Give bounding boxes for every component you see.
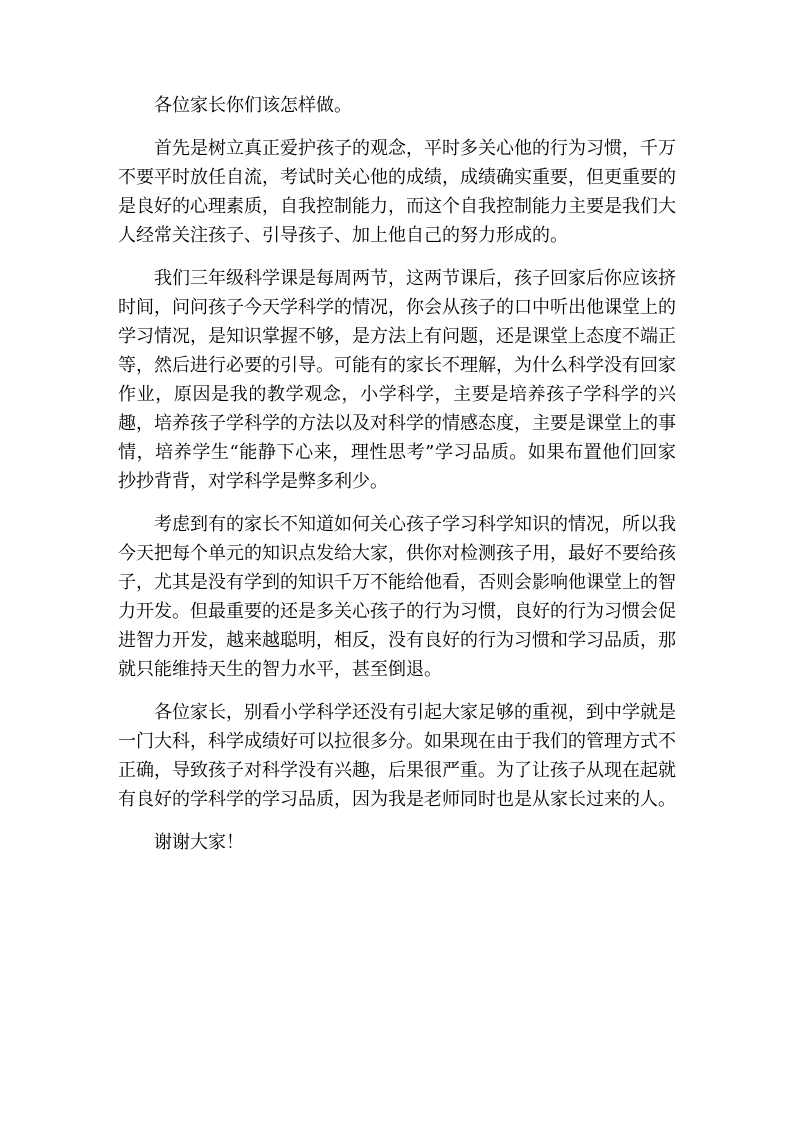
document-body xyxy=(118,91,676,871)
paragraph-importance: 各位家长，别看小学科学还没有引起大家足够的重视，到中学就是一门大科，科学成绩好可以拉很多分。如果现在由于我们的管理方式不正确，导致孩子对科学没有兴趣，后果很严重。为了让孩子从现在起就有良好的学科学的学习品质，因为我是老师同时也是从家长过来的人。 xyxy=(118,702,676,810)
paragraph-attitude: 首先是树立真正爱护孩子的观念，平时多关心他的行为习惯，千万不要平时放任自流，考试时关心他的成绩，成绩确实重要，但更重要的是良好的心理素质，自我控制能力，而这个自我控制能力主要是我们大人经常关注孩子、引导孩子、加上他自己的努力形成的。 xyxy=(118,138,676,246)
paragraph-thanks: 谢谢大家！ xyxy=(154,832,244,853)
paragraph-knowledge-points: 考虑到有的家长不知道如何关心孩子学习科学知识的情况，所以我今天把每个单元的知识点发给大家，供你对检测孩子用，最好不要给孩子，尤其是没有学到的知识千万不能给他看，否则会影响他课堂上的智力开发。但最重要的还是多关心孩子的行为习惯，良好的行为习惯会促进智力开发，越来越聪明，相反，没有良好的行为习惯和学习品质，那就只能维持天生的智力水平，甚至倒退。 xyxy=(118,514,676,680)
paragraph-intro: 各位家长你们该怎样做。 xyxy=(154,95,352,116)
paragraph-science-class: 我们三年级科学课是每周两节，这两节课后，孩子回家后你应该挤时间，问问孩子今天学科学的情况，你会从孩子的口中听出他课堂上的学习情况，是知识掌握不够，是方法上有问题，还是课堂上态度不端正等，然后进行必要的引导。可能有的家长不理解，为什么科学没有回家作业，原因是我的教学观念，小学科学，主要是培养孩子学科学的兴趣，培养孩子学科学的方法以及对科学的情感态度，主要是课堂上的事情，培养学生“能静下心来，理性思考”学习品质。如果布置他们回家抄抄背背，对学科学是弊多利少。 xyxy=(118,268,676,492)
